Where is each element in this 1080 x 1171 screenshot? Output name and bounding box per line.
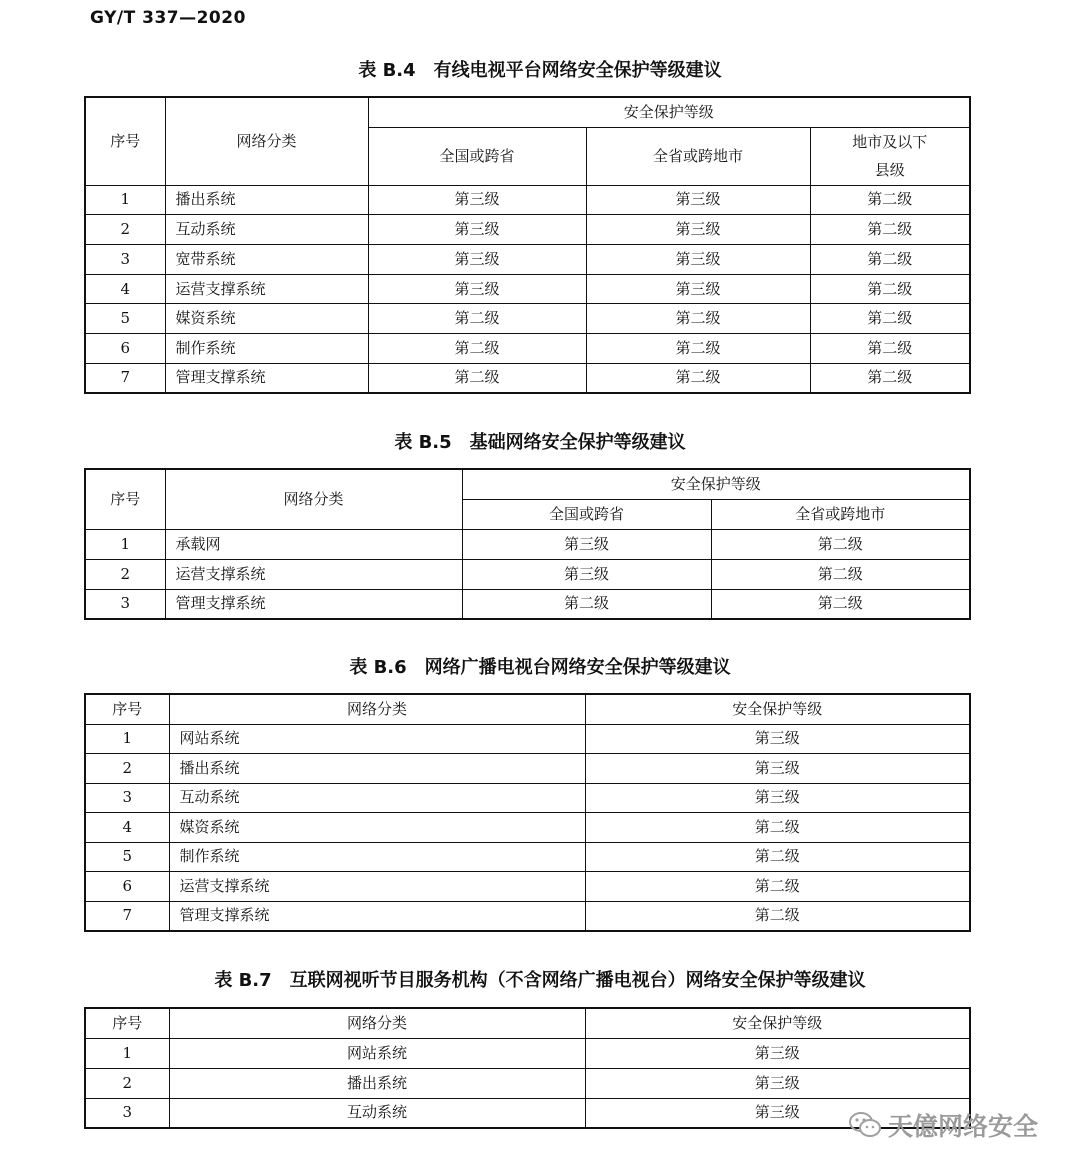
table-row [85,813,970,843]
header-no: 序号 [85,694,169,724]
table-row [85,1068,970,1098]
cell-no: 3 [85,1098,169,1128]
cell-no: 6 [85,872,169,902]
cell-name: 运营支撑系统 [165,274,368,304]
cell-l3: 第二级 [810,304,970,334]
cell-l1: 第二级 [368,363,586,393]
cell-l3: 第二级 [810,363,970,393]
cell-name: 网站系统 [169,724,585,754]
table-row [85,333,970,363]
cell-no: 1 [85,185,165,215]
cell-l2: 第二级 [711,529,970,559]
cell-l3: 第二级 [810,333,970,363]
cell-name: 互动系统 [169,783,585,813]
cell-l2: 第三级 [586,274,810,304]
header-no: 序号 [85,469,165,529]
table-row [85,901,970,931]
cell-l1: 第三级 [368,185,586,215]
cell-level: 第三级 [585,1038,970,1068]
table-row [85,783,970,813]
document-id: GY/T 337—2020 [90,8,246,28]
header-national: 全国或跨省 [368,127,586,185]
cell-level: 第三级 [585,1098,970,1128]
cell-name: 媒资系统 [169,813,585,843]
cell-no: 1 [85,529,165,559]
cell-name: 管理支撑系统 [165,363,368,393]
cell-level: 第三级 [585,724,970,754]
cell-name: 宽带系统 [165,244,368,274]
header-level-group: 安全保护等级 [462,469,970,499]
table-row [85,559,970,589]
cell-name: 媒资系统 [165,304,368,334]
table-row [85,529,970,559]
cell-l1: 第三级 [368,215,586,245]
table-b4 [84,96,971,394]
cell-no: 7 [85,901,169,931]
cell-no: 5 [85,842,169,872]
table-b7 [84,1007,971,1129]
cell-l2: 第三级 [586,185,810,215]
cell-l1: 第三级 [462,559,711,589]
cell-l2: 第二级 [586,363,810,393]
header-category: 网络分类 [165,97,368,185]
table-row [85,872,970,902]
cell-no: 1 [85,724,169,754]
header-municipal [810,127,970,185]
watermark-text: 天億网络安全 [888,1112,1039,1141]
cell-no: 2 [85,754,169,784]
cell-l3: 第二级 [810,244,970,274]
wechat-icon [848,1111,882,1139]
table-row [85,754,970,784]
cell-no: 1 [85,1038,169,1068]
cell-no: 2 [85,215,165,245]
cell-l1: 第三级 [368,244,586,274]
table-b7-caption: 表 B.7 互联网视听节目服务机构（不含网络广播电视台）网络安全保护等级建议 [214,970,866,991]
header-level: 安全保护等级 [585,694,970,724]
cell-no: 7 [85,363,165,393]
table-b6-caption: 表 B.6 网络广播电视台网络安全保护等级建议 [349,657,731,678]
cell-name: 播出系统 [169,754,585,784]
cell-no: 3 [85,783,169,813]
cell-no: 4 [85,813,169,843]
cell-no: 3 [85,589,165,619]
table-row [85,1098,970,1128]
cell-l3: 第二级 [810,274,970,304]
cell-l2: 第三级 [586,215,810,245]
cell-name: 互动系统 [165,215,368,245]
cell-no: 2 [85,559,165,589]
header-category: 网络分类 [169,694,585,724]
table-row [85,274,970,304]
cell-l3: 第二级 [810,215,970,245]
table-row [85,304,970,334]
cell-l2: 第三级 [586,244,810,274]
header-level: 安全保护等级 [585,1008,970,1038]
cell-name: 承载网 [165,529,462,559]
cell-l1: 第二级 [462,589,711,619]
header-municipal-line2: 县级 [874,161,905,179]
cell-l2: 第二级 [586,304,810,334]
cell-no: 4 [85,274,165,304]
cell-level: 第二级 [585,901,970,931]
cell-level: 第二级 [585,813,970,843]
cell-name: 网站系统 [169,1038,585,1068]
cell-name: 运营支撑系统 [169,872,585,902]
table-row [85,244,970,274]
cell-level: 第三级 [585,783,970,813]
table-b4-caption: 表 B.4 有线电视平台网络安全保护等级建议 [358,60,722,81]
cell-no: 6 [85,333,165,363]
table-b6 [84,693,971,932]
cell-level: 第三级 [585,754,970,784]
table-b5 [84,468,971,620]
table-row [85,842,970,872]
cell-l2: 第二级 [586,333,810,363]
header-no: 序号 [85,97,165,185]
cell-no: 5 [85,304,165,334]
cell-name: 播出系统 [169,1068,585,1098]
table-row [85,215,970,245]
header-provincial: 全省或跨地市 [586,127,810,185]
header-no: 序号 [85,1008,169,1038]
cell-l2: 第二级 [711,589,970,619]
cell-l2: 第二级 [711,559,970,589]
header-category: 网络分类 [169,1008,585,1038]
cell-no: 2 [85,1068,169,1098]
cell-l1: 第三级 [462,529,711,559]
table-row [85,589,970,619]
cell-level: 第二级 [585,872,970,902]
cell-no: 3 [85,244,165,274]
cell-name: 制作系统 [165,333,368,363]
header-national: 全国或跨省 [462,499,711,529]
table-b5-caption: 表 B.5 基础网络安全保护等级建议 [394,432,686,453]
cell-l1: 第二级 [368,333,586,363]
cell-name: 互动系统 [169,1098,585,1128]
table-row [85,724,970,754]
table-row [85,185,970,215]
cell-l1: 第三级 [368,274,586,304]
cell-name: 管理支撑系统 [169,901,585,931]
cell-name: 管理支撑系统 [165,589,462,619]
cell-name: 制作系统 [169,842,585,872]
header-municipal-line1: 地市及以下 [852,133,928,151]
header-level-group: 安全保护等级 [368,97,970,127]
cell-level: 第二级 [585,842,970,872]
cell-name: 播出系统 [165,185,368,215]
cell-level: 第三级 [585,1068,970,1098]
cell-l3: 第二级 [810,185,970,215]
cell-l1: 第二级 [368,304,586,334]
table-row [85,1038,970,1068]
table-row [85,363,970,393]
header-provincial: 全省或跨地市 [711,499,970,529]
header-category: 网络分类 [165,469,462,529]
watermark [848,1107,1038,1143]
cell-name: 运营支撑系统 [165,559,462,589]
